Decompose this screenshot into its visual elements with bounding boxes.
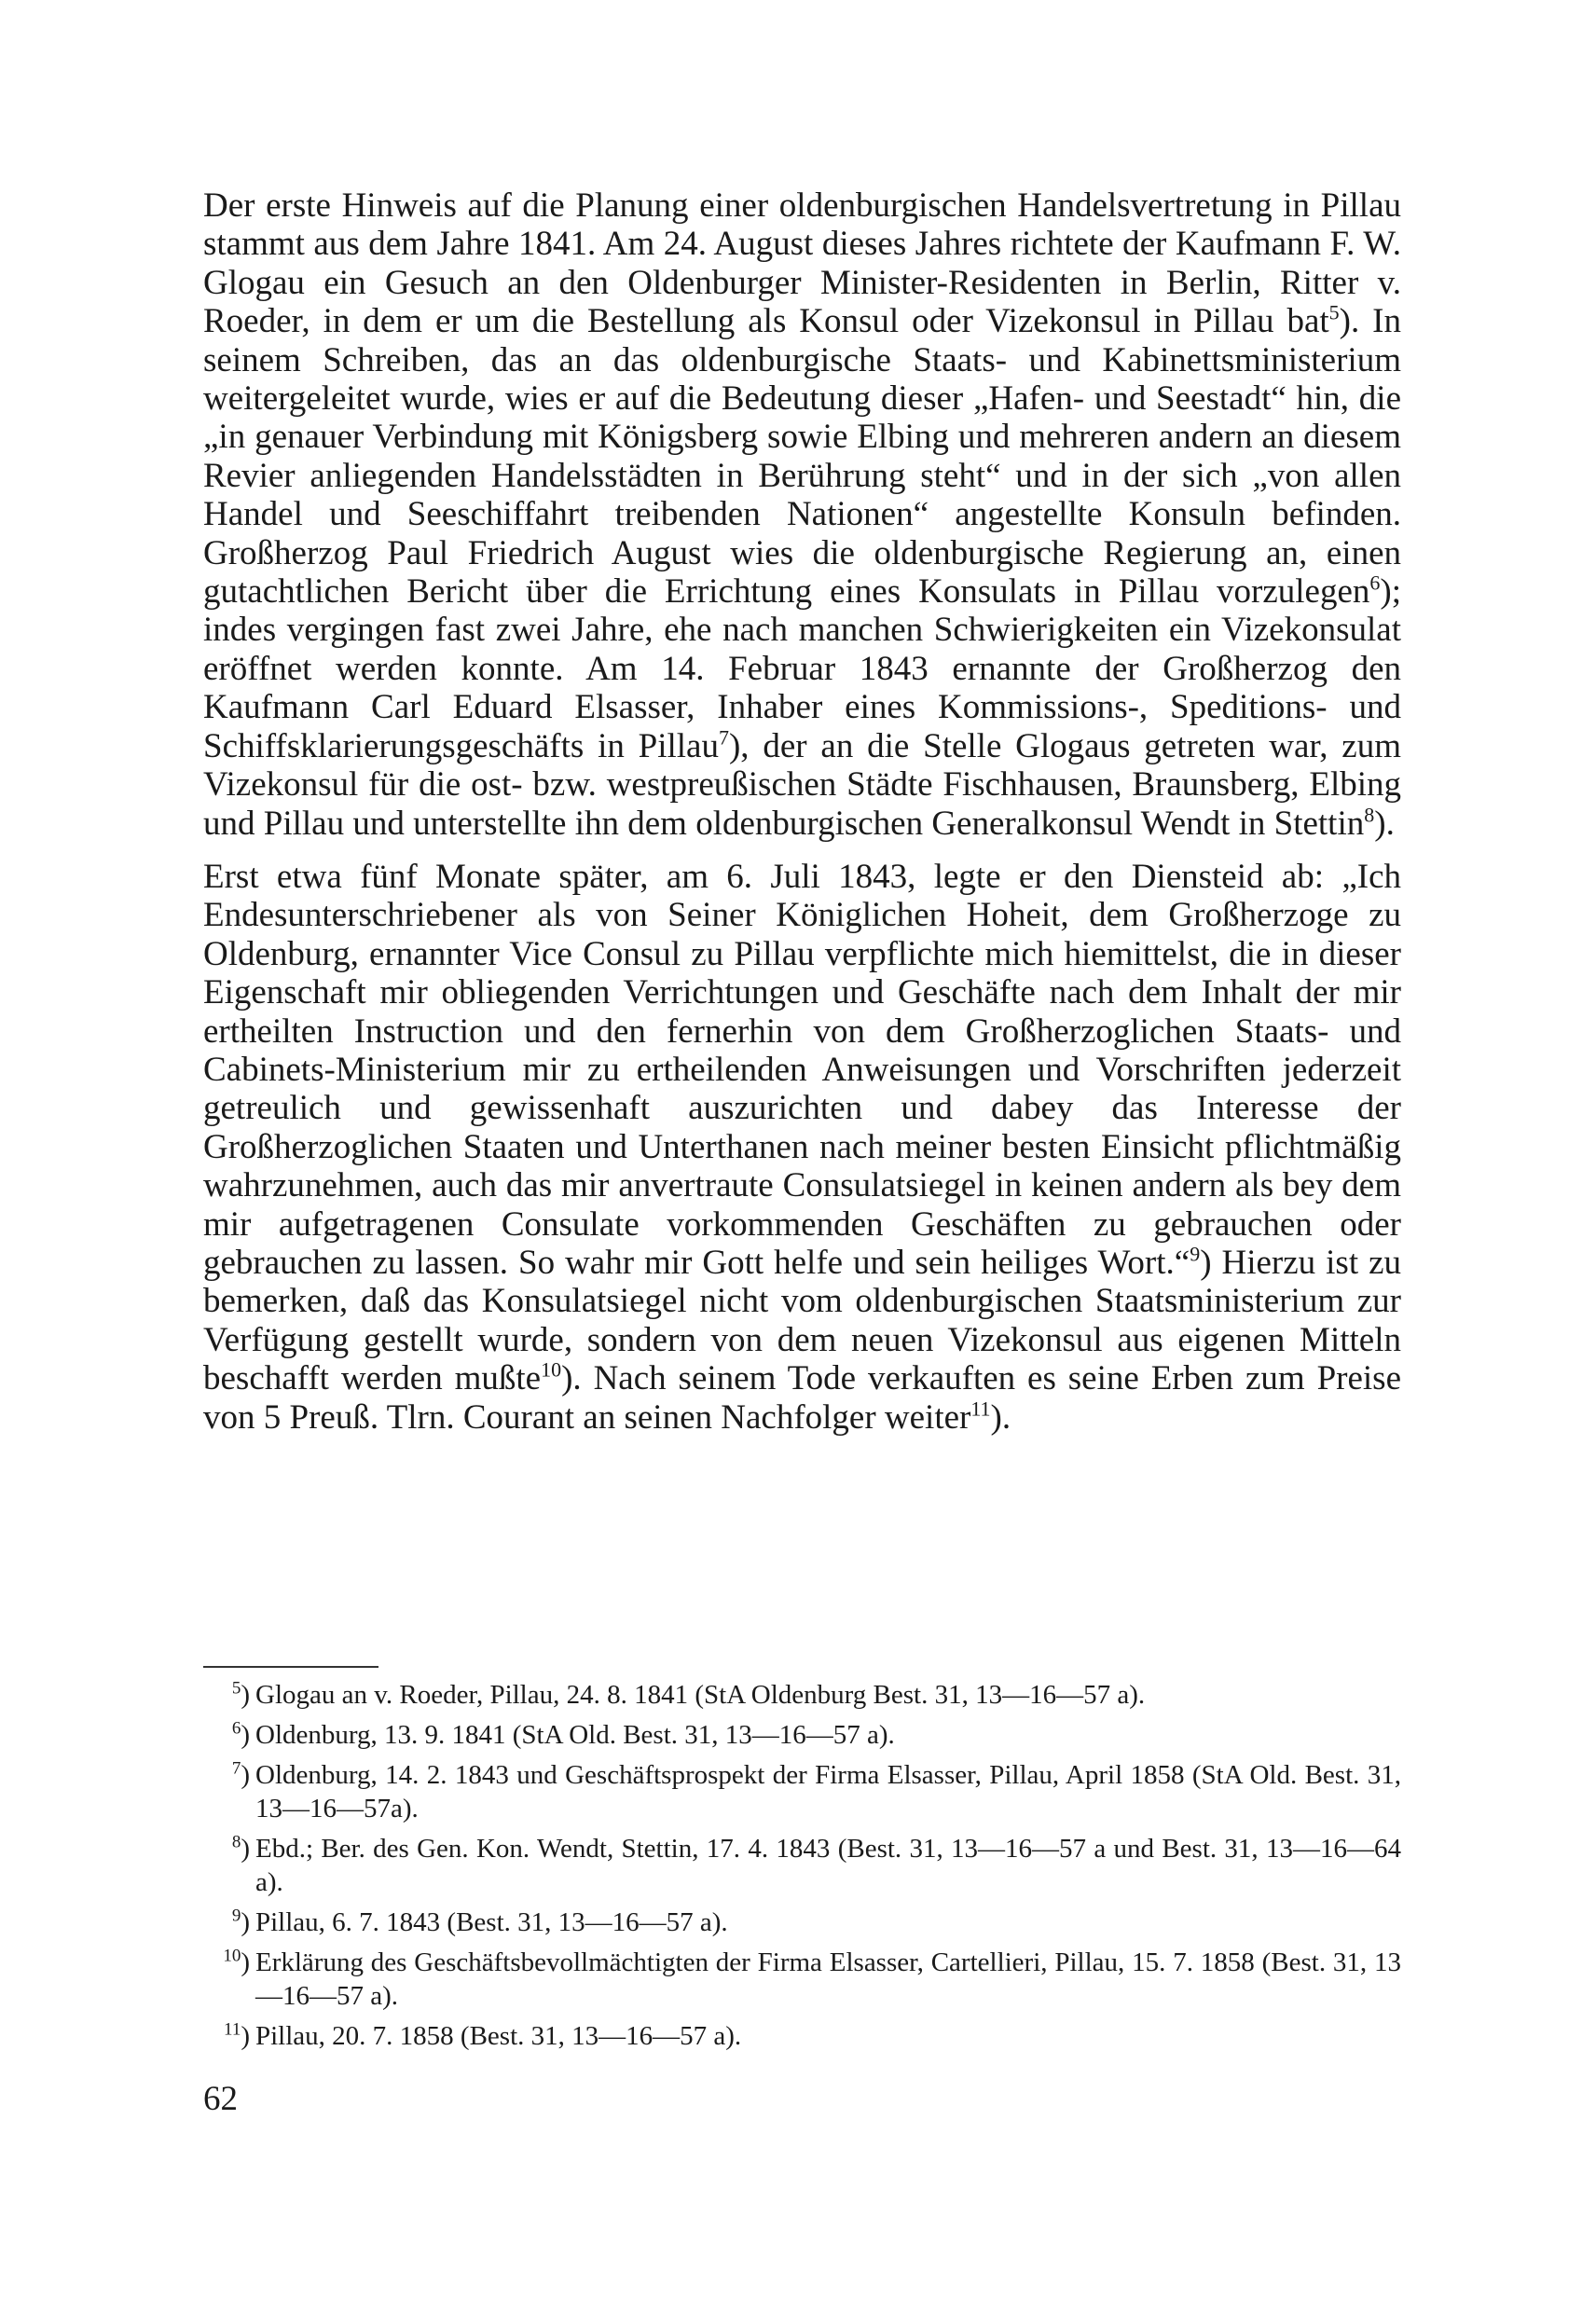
footnote-text: Pillau, 20. 7. 1858 (Best. 31, 13—16—57 a).: [255, 2021, 742, 2051]
footnote-10: [203, 1946, 1401, 2013]
paragraph-2: [203, 858, 1401, 1437]
footnote-text: Oldenburg, 14. 2. 1843 und Geschäftsprospekt der Firma Elsasser, Pillau, April 1858 (StA Old. Best. 31, 13—16—57a).: [255, 1760, 1401, 1823]
main-text: [203, 186, 1401, 1437]
paragraph-text: ). Nach seinem Tode verkauften es seine Erben zum Preise von 5 Preuß. Tlrn. Courant an seinen Nachfolger weiter: [203, 1359, 1401, 1437]
paragraph-text: Der erste Hinweis auf die Planung einer oldenburgischen Handelsvertretung in Pillau stammt aus dem Jahre 1841. Am 24. August dieses Jahres richtete der Kaufmann F. W. Glogau ein Gesuch an den Oldenburger Minister-Residenten in Berlin, Ritter v. Roeder, in dem er um die Bestellung als Konsul oder Vizekonsul in Pillau bat: [203, 186, 1401, 341]
paragraph-text: ). In seinem Schreiben, das an das oldenburgische Staats- und Kabinettsministerium weitergeleitet wurde, wies er auf die Bedeutung dieser „Hafen- und Seestadt“ hin, die „in genauer Verbindung mit Königsberg sowie Elbing und mehreren andern an diesem Revier anliegenden Handelsstädten in Berührung steht“ und in der sich „von allen Handel und Seeschiffahrt treibenden Nationen“ angestellte Konsuln befinden. Großherzog Paul Friedrich August wies die oldenburgische Regierung an, einen gutachtlichen Bericht über die Errichtung eines Konsulats in Pillau vorzulegen: [203, 302, 1401, 612]
footnote-7: [203, 1758, 1401, 1825]
footnote-number: $^8$): [231, 1832, 250, 1864]
footnote-reference[interactable]: 6: [1369, 571, 1381, 595]
footnote-number: $^9$): [231, 1906, 250, 1937]
footnote-text: Ebd.; Ber. des Gen. Kon. Wendt, Stettin, 17. 4. 1843 (Best. 31, 13—16—57 a und Best. 31, 13—16—64 a).: [255, 1834, 1401, 1897]
footnote-text: Oldenburg, 13. 9. 1841 (StA Old. Best. 31, 13—16—57 a).: [255, 1720, 895, 1750]
footnote-reference[interactable]: 9: [1190, 1242, 1201, 1266]
paragraph-text: ).: [1374, 804, 1395, 843]
footnote-reference[interactable]: 5: [1328, 300, 1340, 324]
footnote-number: $^7$): [231, 1758, 250, 1790]
footnote-number: $^{10}$): [223, 1946, 250, 1977]
footnote-11: [203, 2019, 1401, 2053]
footnote-reference[interactable]: 11: [970, 1397, 991, 1421]
footnotes: [203, 1678, 1401, 2059]
footnote-9: [203, 1906, 1401, 1939]
footnote-number: $^6$): [231, 1718, 250, 1750]
footnote-number: $^5$): [231, 1678, 250, 1710]
paragraph-text: ).: [990, 1397, 1011, 1437]
footnote-text: Glogau an v. Roeder, Pillau, 24. 8. 1841 (StA Oldenburg Best. 31, 13—16—57 a).: [255, 1680, 1146, 1710]
paragraph-text: ) Hierzu ist zu bemerken, daß das Konsulatsiegel nicht vom oldenburgischen Staatsministerium zur Verfügung gestellt wurde, sondern von dem neuen Vizekonsul aus eigenen Mitteln beschafft werden mußte: [203, 1243, 1401, 1398]
footnote-number: $^{11}$): [224, 2019, 250, 2051]
paragraph-text: Erst etwa fünf Monate später, am 6. Juli 1843, legte er den Diensteid ab: „Ich Endesunterschriebener als von Seiner Königlichen Hoheit, dem Großherzoge zu Oldenburg, ernannter Vice Consul zu Pillau verpflichte mich hiemittelst, die in dieser Eigenschaft mir obliegenden Verrichtungen und Geschäfte nach dem Inhalt der mir ertheilten Instruction und den fernerhin von dem Großherzoglichen Staats- und Cabinets-Ministerium mir zu ertheilenden Anweisungen und Vorschriften jederzeit getreulich und gewissenhaft auszurichten und dabey das Interesse der Großherzoglichen Staaten und Unterthanen nach meiner besten Einsicht pflichtmäßig wahrzunehmen, auch das mir anvertraute Consulatsiegel in keinen andern als bey dem mir aufgetragenen Consulate vorkommenden Geschäften zu gebrauchen oder gebrauchen zu lassen. So wahr mir Gott helfe und sein heiliges Wort.“: [203, 857, 1401, 1282]
footnote-6: [203, 1718, 1401, 1752]
footnote-reference[interactable]: 7: [718, 725, 729, 750]
paragraph-1: [203, 186, 1401, 843]
footnote-reference[interactable]: 10: [541, 1357, 562, 1382]
paragraph-text: ), der an die Stelle Glogaus getreten war, zum Vizekonsul für die ost- bzw. westpreußischen Städte Fischhausen, Braunsberg, Elbing und Pillau und unterstellte ihn dem oldenburgischen Generalkonsul Wendt in Stettin: [203, 726, 1401, 843]
footnote-8: [203, 1832, 1401, 1899]
page-number: 62: [203, 2080, 238, 2118]
footnote-text: Pillau, 6. 7. 1843 (Best. 31, 13—16—57 a).: [255, 1907, 728, 1937]
footnote-reference[interactable]: 8: [1364, 803, 1375, 827]
footnote-separator: [203, 1666, 378, 1668]
paragraph-text: ); indes vergingen fast zwei Jahre, ehe nach manchen Schwierigkeiten ein Vizekonsulat eröffnet werden konnte. Am 14. Februar 1843 ernannte der Großherzog den Kaufmann Carl Eduard Elsasser, Inhaber eines Kommissions-, Speditions- und Schiffsklarierungsgeschäfts in Pillau: [203, 572, 1401, 765]
footnote-text: Erklärung des Geschäftsbevollmächtigten der Firma Elsasser, Cartellieri, Pillau, 15. 7. 1858 (Best. 31, 13—16—57 a).: [255, 1947, 1401, 2011]
footnote-5: [203, 1678, 1401, 1712]
